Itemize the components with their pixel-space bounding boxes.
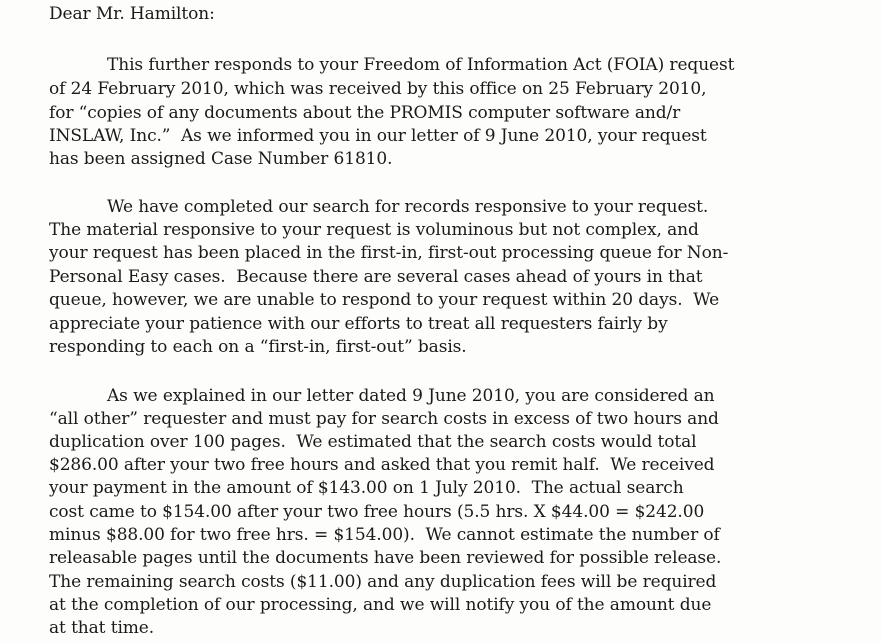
paragraph-2-line: We have completed our search for records responsive to your request. bbox=[107, 197, 709, 217]
paragraph-3-line: “all other” requester and must pay for search costs in excess of two hours and bbox=[49, 409, 719, 429]
paragraph-3-line: As we explained in our letter dated 9 June 2010, you are considered an bbox=[107, 386, 715, 406]
paragraph-3-line: $286.00 after your two free hours and asked that you remit half. We received bbox=[49, 455, 715, 475]
paragraph-1-line: This further responds to your Freedom of Information Act (FOIA) request bbox=[107, 55, 735, 75]
paragraph-2-line: appreciate your patience with our efforts to treat all requesters fairly by bbox=[49, 314, 668, 334]
paragraph-3-line: duplication over 100 pages. We estimated that the search costs would total bbox=[49, 432, 697, 452]
paragraph-2-line: your request has been placed in the first-in, first-out processing queue for Non- bbox=[49, 243, 729, 263]
paragraph-1-line: has been assigned Case Number 61810. bbox=[49, 149, 393, 169]
paragraph-3-line: at the completion of our processing, and we will notify you of the amount due bbox=[49, 595, 712, 615]
paragraph-2-line: queue, however, we are unable to respond to your request within 20 days. We bbox=[49, 290, 720, 310]
paragraph-3-line: minus $88.00 for two free hrs. = $154.00). We cannot estimate the number of bbox=[49, 525, 720, 545]
paragraph-2-line: responding to each on a “first-in, first-out” basis. bbox=[49, 337, 467, 357]
paragraph-3-line: at that time. bbox=[49, 618, 155, 638]
paragraph-3-line: cost came to $154.00 after your two free hours (5.5 hrs. X $44.00 = $242.00 bbox=[49, 502, 705, 522]
paragraph-1-line: for “copies of any documents about the PROMIS computer software and/r bbox=[49, 103, 681, 123]
paragraph-3-line: The remaining search costs ($11.00) and any duplication fees will be required bbox=[49, 572, 717, 592]
paragraph-2-line: Personal Easy cases. Because there are several cases ahead of yours in that bbox=[49, 267, 703, 287]
paragraph-3-line: your payment in the amount of $143.00 on 1 July 2010. The actual search bbox=[49, 478, 684, 498]
paragraph-2-line: The material responsive to your request is voluminous but not complex, and bbox=[49, 220, 699, 240]
paragraph-1-line: INSLAW, Inc.” As we informed you in our letter of 9 June 2010, your request bbox=[49, 126, 707, 146]
paragraph-1-line: of 24 February 2010, which was received by this office on 25 February 2010, bbox=[49, 79, 707, 99]
paragraph-3-line: releasable pages until the documents have been reviewed for possible release. bbox=[49, 548, 722, 568]
salutation: Dear Mr. Hamilton: bbox=[49, 4, 215, 24]
